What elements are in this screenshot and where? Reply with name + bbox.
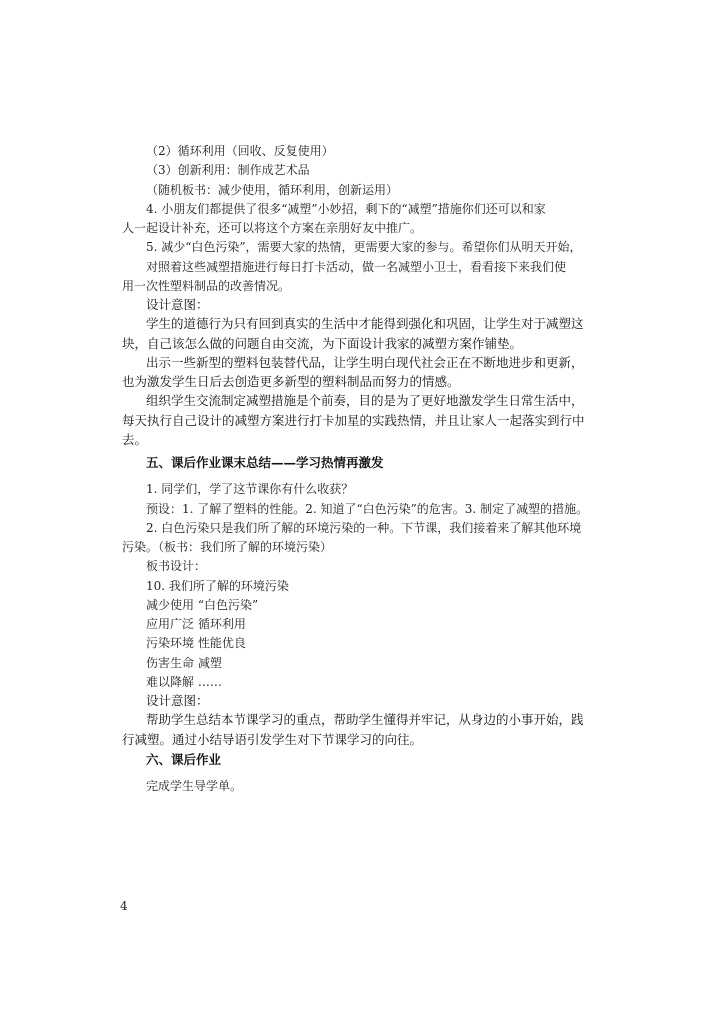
text-line: 人一起设计补充，还可以将这个方案在亲朋好友中推广。 (122, 221, 423, 235)
text-line: 完成学生导学单。 (146, 779, 243, 793)
section-heading-5: 五、课后作业课末总结——学习热情再激发 (146, 455, 384, 470)
text-line: 每天执行自己设计的减塑方案进行打卡加星的实践热情，并且让家人一起落实到行中 (122, 413, 585, 428)
text-line: 行减塑。通过小结导语引发学生对下节课学习的向往。 (122, 732, 423, 747)
board-line: 难以降解 …… (146, 675, 222, 689)
text-line: 1. 同学们，学了这节课你有什么收获？ (146, 482, 354, 496)
board-line: 污染环境 性能优良 (146, 636, 246, 650)
text-line: 帮助学生总结本节课学习的重点，帮助学生懂得并牢记，从身边的小事开始，践 (146, 712, 584, 727)
text-line: 组织学生交流制定减塑措施是个前奏，目的是为了更好地激发学生日常生活中， (146, 393, 584, 408)
text-line: （随机板书：减少使用，循环利用，创新运用） (146, 183, 399, 197)
board-design-label: 板书设计： (146, 559, 207, 573)
text-line: 污染。（板书：我们所了解的环境污染） (122, 540, 333, 554)
design-intent-label: 设计意图： (146, 693, 209, 708)
text-line: （3）创新利用：制作成艺术品 (146, 163, 310, 177)
text-line: 学生的道德行为只有回到真实的生活中才能得到强化和巩固，让学生对于减塑这 (146, 316, 584, 331)
page-number: 4 (120, 899, 128, 913)
text-line: 用一次性塑料制品的改善情况。 (122, 279, 291, 293)
section-heading-6: 六、课后作业 (146, 752, 222, 767)
text-line: 也为激发学生日后去创造更多新型的塑料制品而努力的情感。 (122, 374, 460, 389)
text-line: 2. 白色污染只是我们所了解的环境污染的一种。下节课，我们接着来了解其他环境 (146, 521, 582, 535)
text-line: 去。 (122, 432, 148, 447)
board-line: 伤害生命 减塑 (146, 656, 222, 670)
board-line: 减少使用 “白色污染” (146, 598, 259, 612)
text-line: 对照着这些减塑措施进行每日打卡活动，做一名减塑小卫士，看看接下来我们使 (146, 260, 567, 274)
board-line: 应用广泛 循环利用 (146, 617, 246, 631)
text-line: 4. 小朋友们都提供了很多“减塑”小妙招，剩下的“减塑”措施你们还可以和家 (146, 202, 546, 216)
text-line: （2）循环利用（回收、反复使用） (146, 144, 334, 158)
board-title: 10. 我们所了解的环境污染 (146, 579, 289, 593)
text-line: 5. 减少“白色污染”，需要大家的热情，更需要大家的参与。希望你们从明天开始， (146, 240, 582, 254)
text-line: 出示一些新型的塑料包装替代品，让学生明白现代社会正在不断地进步和更新， (146, 355, 584, 370)
text-line: 预设：1. 了解了塑料的性能。2. 知道了“白色污染”的危害。3. 制定了减塑的措施。 (146, 502, 589, 516)
design-intent-label: 设计意图： (146, 297, 209, 312)
text-line: 块，自己该怎么做的问题自由交流，为下面设计我家的减塑方案作铺垫。 (122, 336, 523, 351)
